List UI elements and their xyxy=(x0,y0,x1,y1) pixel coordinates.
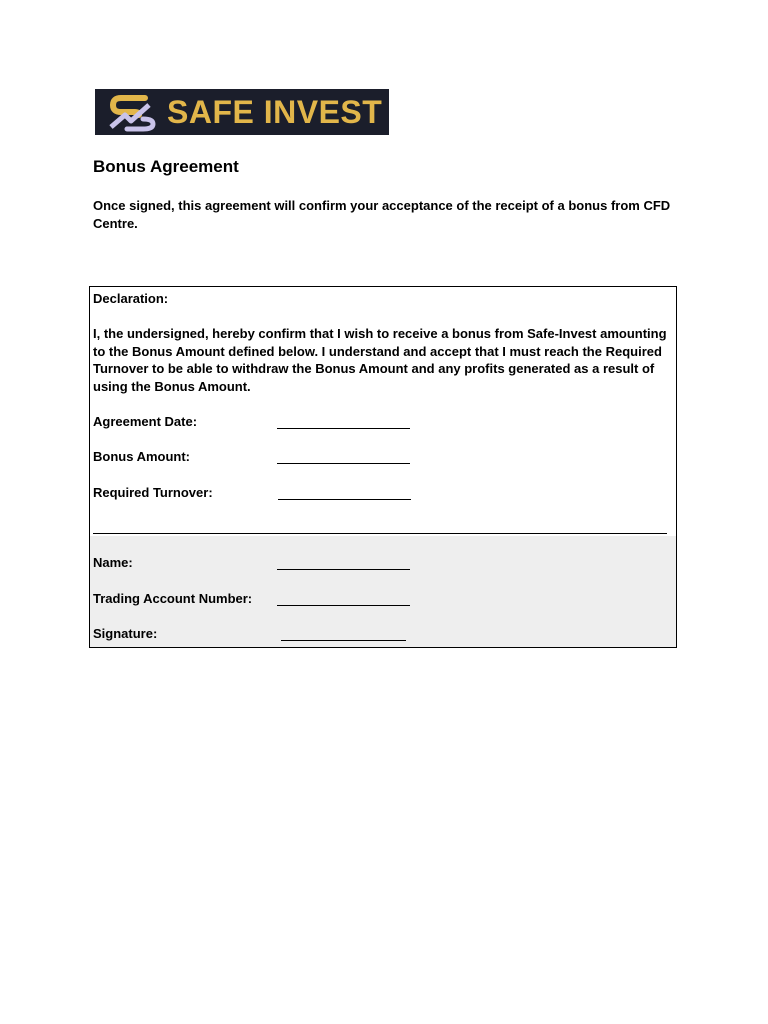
signature-label: Signature: xyxy=(93,626,158,641)
signature-line xyxy=(281,640,406,641)
bonus-amount-line xyxy=(277,463,410,464)
required-turnover-line xyxy=(278,499,411,500)
section-divider xyxy=(93,533,667,534)
logo-wordmark: SAFE INVEST xyxy=(167,94,383,130)
declaration-box xyxy=(89,286,677,648)
safe-invest-logo xyxy=(95,89,389,135)
agreement-date-label: Agreement Date: xyxy=(93,414,198,429)
declaration-heading: Declaration: xyxy=(93,291,169,306)
required-turnover-label: Required Turnover: xyxy=(93,485,213,500)
bonus-amount-label: Bonus Amount: xyxy=(93,449,190,464)
intro-paragraph: Once signed, this agreement will confirm your acceptance of the receipt of a bonus from CFD Centre. xyxy=(93,198,671,231)
name-label: Name: xyxy=(93,555,133,570)
declaration-body: I, the undersigned, hereby confirm that I wish to receive a bonus from Safe-Invest amounting to the Bonus Amount defined below. I understand and accept that I must reach the Required Turnover to be able to withdraw the Bonus Amount and any profits generated as a result of using the Bonus Amount. xyxy=(93,326,667,394)
agreement-date-line xyxy=(277,428,410,429)
document-title: Bonus Agreement xyxy=(93,157,239,176)
logo-mark-icon xyxy=(105,91,157,133)
trading-account-number-label: Trading Account Number: xyxy=(93,591,253,606)
trading-account-number-line xyxy=(277,605,410,606)
name-line xyxy=(277,569,410,570)
